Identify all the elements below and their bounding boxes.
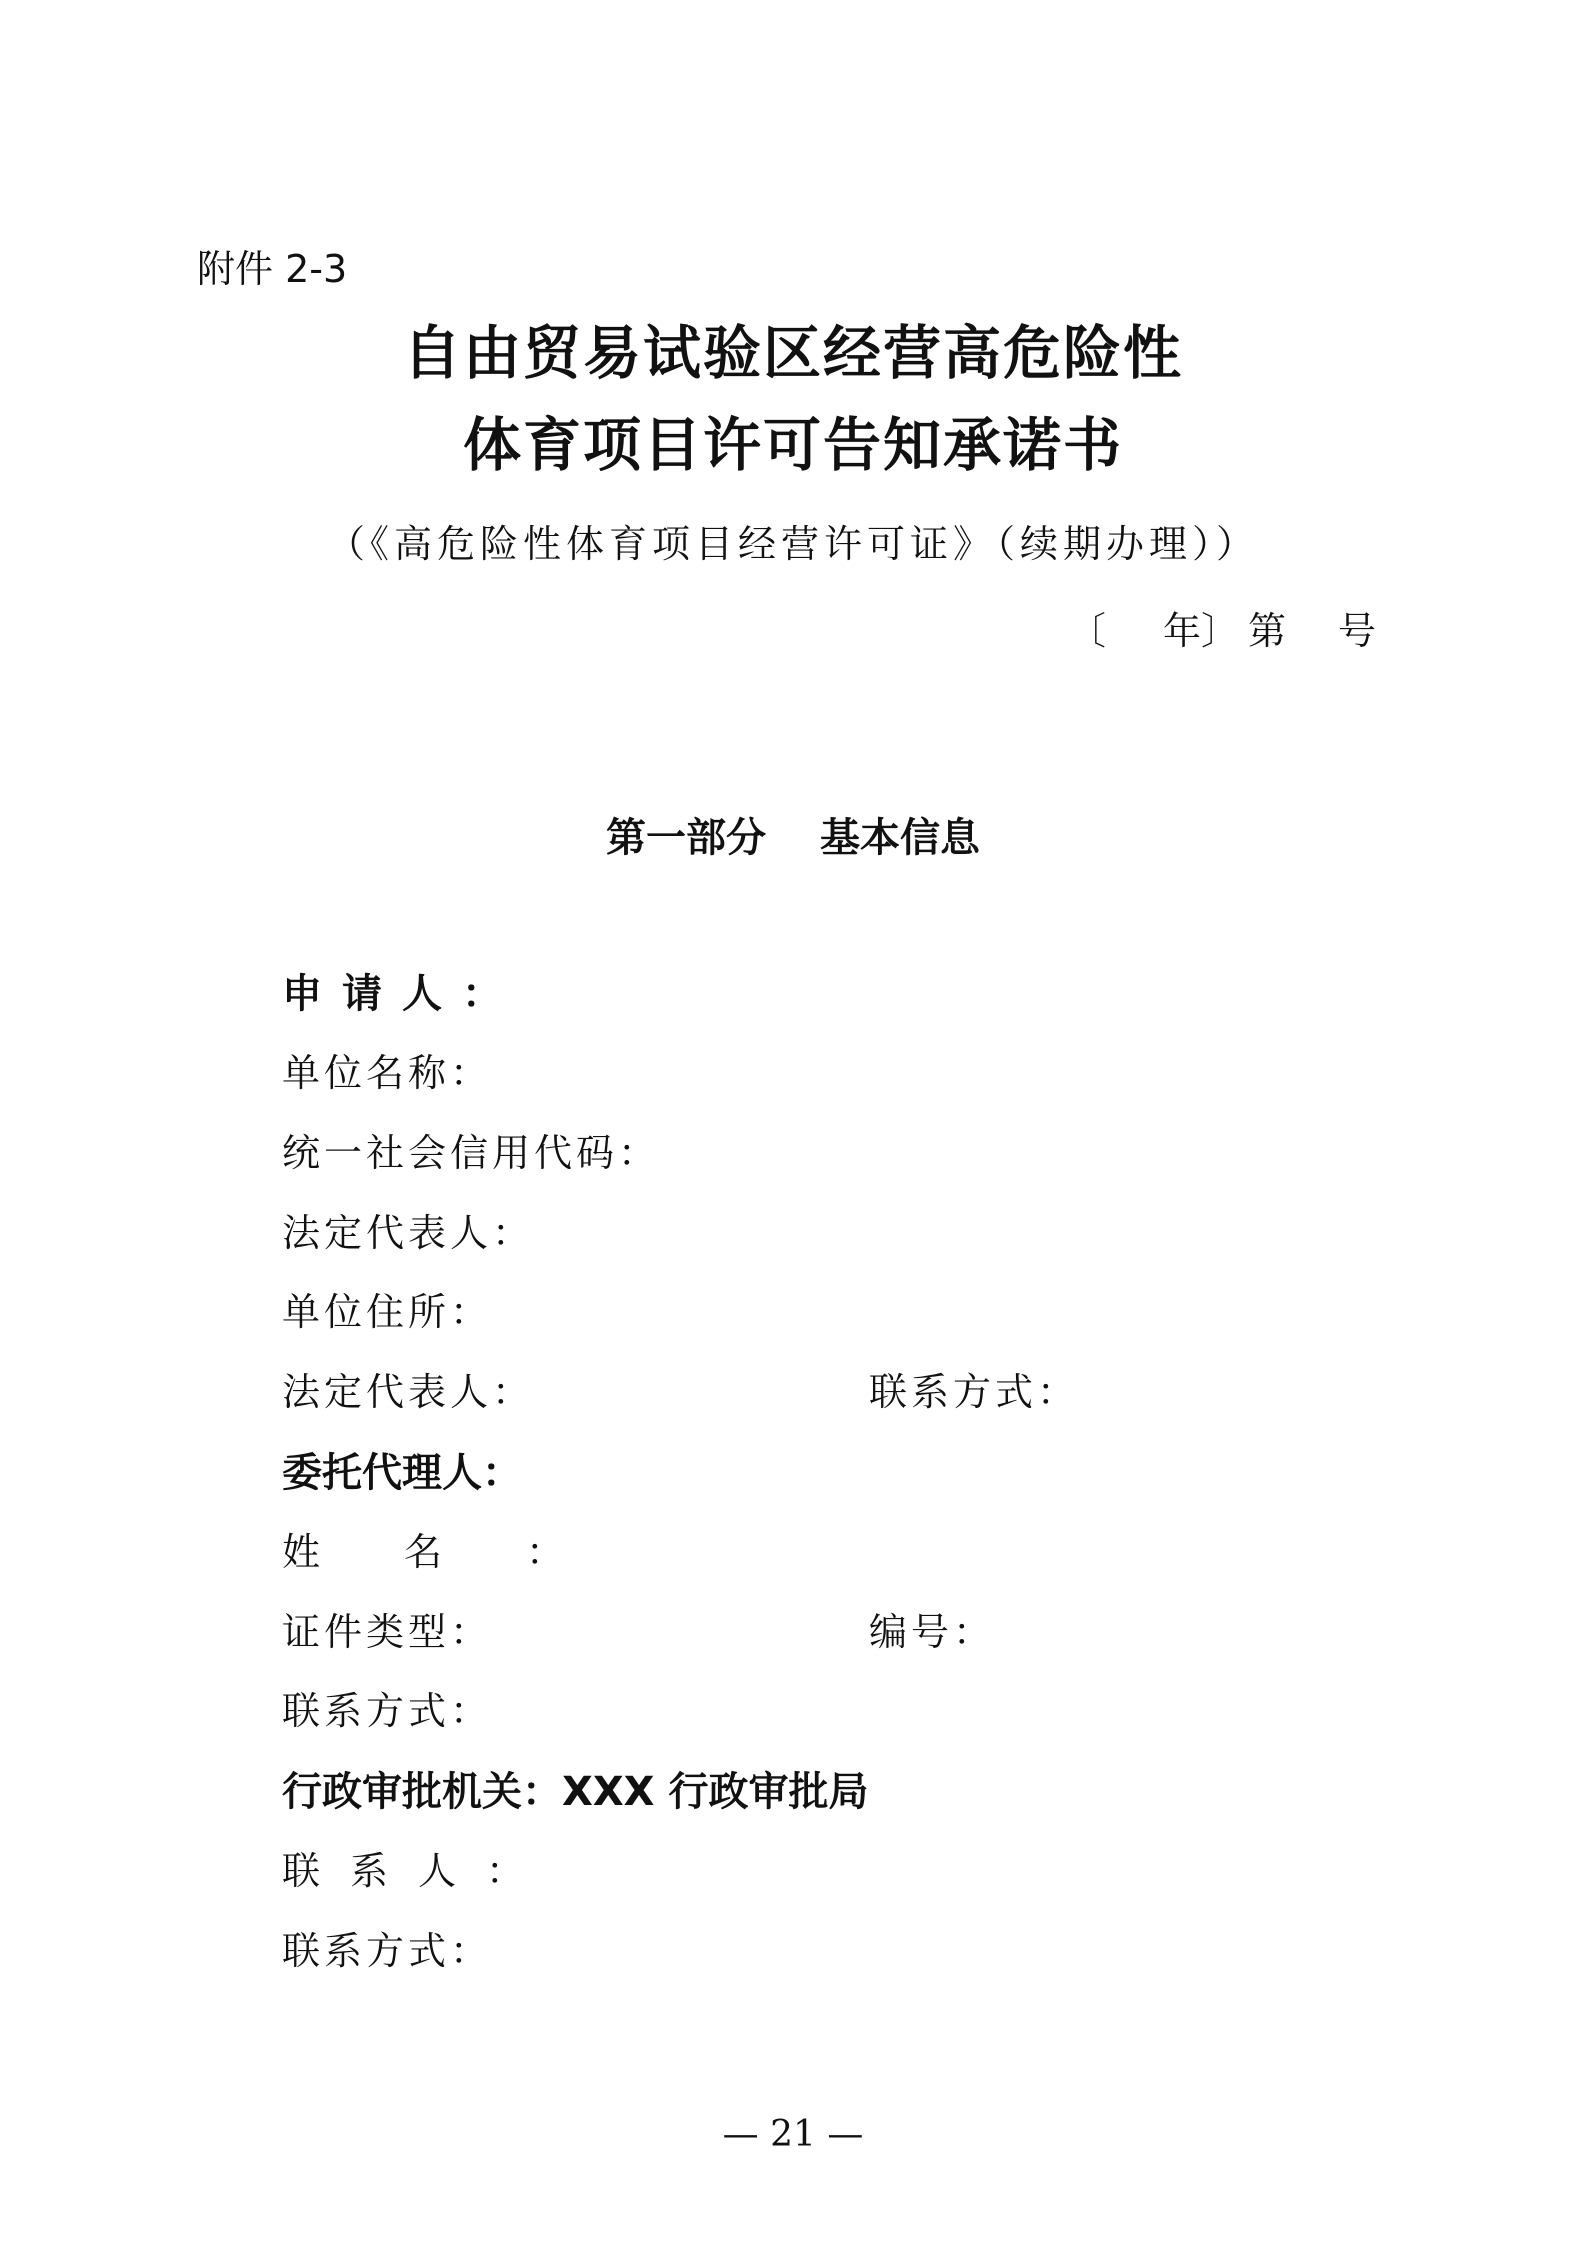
agent-contact-label: 联系方式： — [282, 1689, 493, 1733]
document-number-year: 年〕 — [1163, 609, 1240, 653]
authority-contact-label: 联系方式： — [282, 1929, 493, 1973]
section-title: 第一部分 基本信息 — [606, 815, 980, 861]
credit-code-label: 统一社会信用代码： — [282, 1131, 661, 1175]
page-number: — 21 — — [722, 2114, 864, 2155]
authority-heading: 行政审批机关：XXX 行政审批局 — [282, 1769, 869, 1815]
agent-heading: 委托代理人： — [282, 1450, 522, 1496]
document-subtitle: （《高危险性体育项目经营许可证》（续期办理）） — [326, 522, 1259, 566]
applicant-contact-label: 联系方式： — [869, 1370, 1080, 1414]
attachment-label: 附件 2-3 — [197, 247, 348, 291]
document-title-line-1: 自由贸易试验区经营高危险性 — [402, 319, 1183, 387]
unit-name-label: 单位名称： — [282, 1051, 493, 1095]
unit-address-label: 单位住所： — [282, 1290, 493, 1334]
document-number-open-bracket: 〔 — [1068, 609, 1107, 653]
legal-representative-label-2: 法定代表人： — [282, 1370, 535, 1414]
agent-id-type-label: 证件类型： — [282, 1610, 493, 1654]
document-title-line-2: 体育项目许可告知承诺书 — [462, 411, 1123, 479]
agent-id-number-label: 编号： — [869, 1610, 996, 1654]
applicant-heading: 申请人： — [282, 971, 522, 1017]
agent-name-label: 姓名： — [282, 1530, 649, 1574]
legal-representative-label: 法定代表人： — [282, 1211, 535, 1255]
document-number-hao: 号 — [1338, 609, 1377, 653]
authority-contact-person-label: 联系人： — [282, 1849, 555, 1893]
document-number-di: 第 — [1248, 609, 1287, 653]
